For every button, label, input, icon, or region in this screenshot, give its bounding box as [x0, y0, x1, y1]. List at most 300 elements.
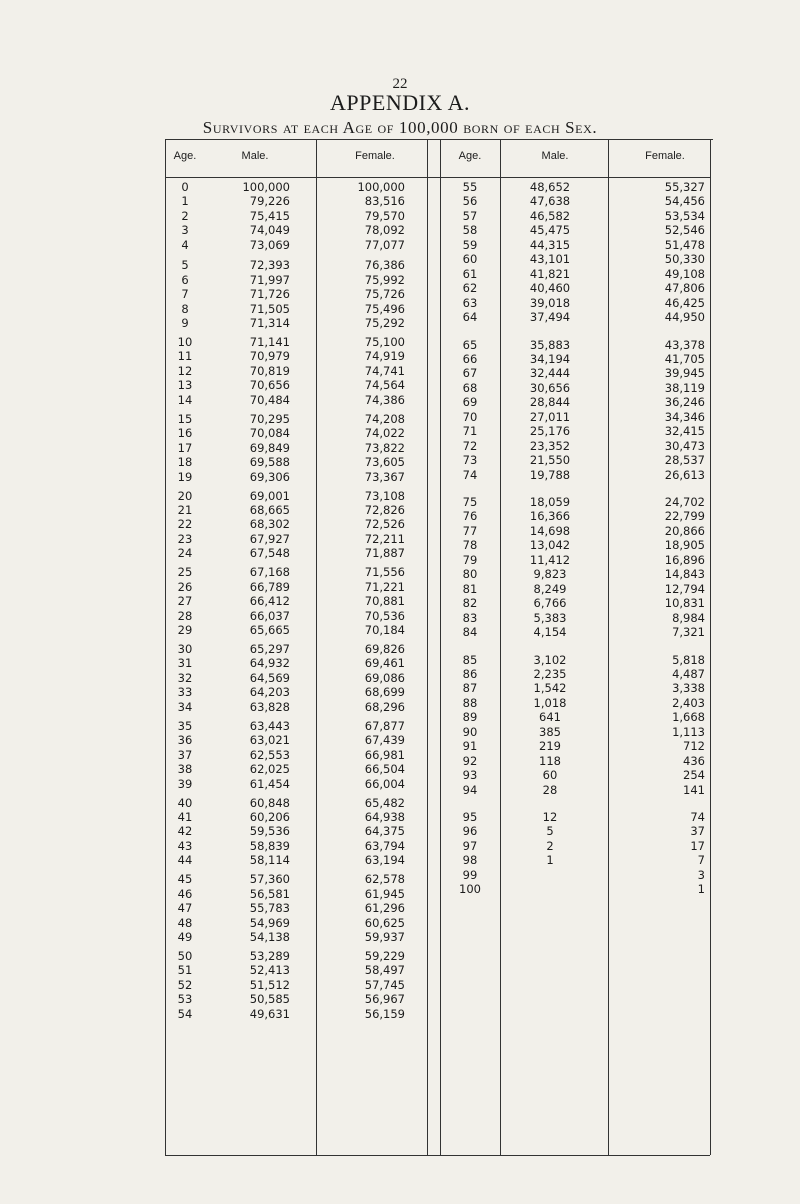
- right-row-age: 62: [462, 281, 478, 296]
- right-row-age: 61: [462, 266, 478, 281]
- right-row-age: 81: [462, 581, 478, 596]
- left-row-male: 64,203: [249, 685, 290, 700]
- right-row-age: 95: [462, 810, 478, 824]
- left-row-male: 64,569: [249, 670, 290, 685]
- left-row-female: 56,159: [364, 1006, 405, 1021]
- left-row-age: 17: [177, 440, 193, 455]
- right-row-male: 28,844: [529, 395, 571, 410]
- right-row-age: 94: [462, 782, 478, 797]
- right-row-age: 77: [462, 523, 478, 538]
- left-row-female: 77,077: [364, 237, 405, 252]
- right-row-age: 64: [462, 310, 478, 325]
- right-row-female: 18,905: [664, 538, 705, 553]
- left-row-female: 68,699: [364, 685, 405, 700]
- right-row-age: 91: [462, 739, 478, 754]
- left-row-age: 16: [177, 426, 193, 441]
- left-row-male: 79,226: [249, 194, 290, 209]
- left-row-female: 58,497: [364, 963, 405, 978]
- left-row-female: 56,967: [364, 992, 405, 1007]
- left-row-female: 69,826: [364, 642, 405, 656]
- right-row-female: 54,456: [664, 194, 705, 209]
- left-row-female: 57,745: [364, 977, 405, 992]
- left-row-male: 69,849: [249, 440, 290, 455]
- left-row-male: 59,536: [249, 824, 290, 839]
- left-row-female: 72,211: [364, 531, 405, 546]
- right-row-female: 254: [683, 768, 705, 783]
- left-row-female: 62,578: [364, 872, 405, 887]
- left-row-female: 61,945: [364, 886, 405, 901]
- right-row-male: 1: [546, 853, 554, 868]
- left-row-male: 71,141: [249, 335, 290, 349]
- left-row-male: 51,512: [249, 977, 290, 992]
- left-row-female: 73,367: [364, 469, 405, 484]
- left-row-age: 20: [177, 488, 193, 503]
- left-row-female: 78,092: [364, 223, 405, 238]
- header-age-2: Age.: [458, 150, 482, 162]
- left-row-female: 66,004: [364, 776, 405, 791]
- right-row-age: 72: [462, 438, 478, 453]
- left-row-age: 18: [177, 455, 193, 470]
- right-row-male: 5: [546, 824, 554, 839]
- right-row-male: 5,383: [533, 610, 567, 625]
- right-row-female: 41,705: [664, 351, 705, 366]
- right-row-male: 41,821: [529, 266, 571, 281]
- right-row-male: 219: [539, 739, 561, 754]
- right-row-female: 141: [683, 782, 705, 797]
- left-row-age: 38: [177, 762, 193, 777]
- left-row-male: 100,000: [242, 180, 290, 194]
- right-row-female: 14,843: [664, 567, 705, 582]
- left-row-male: 70,819: [249, 363, 290, 378]
- right-row-female: 43,378: [664, 337, 705, 352]
- right-row-age: 89: [462, 710, 478, 725]
- left-row-male: 60,206: [249, 809, 290, 824]
- right-row-male: 3,102: [533, 652, 567, 667]
- right-row-female: 39,945: [664, 366, 705, 381]
- left-row-age: 46: [177, 886, 193, 901]
- right-row-female: 52,546: [664, 223, 705, 238]
- right-row-female: 7: [697, 853, 705, 868]
- right-row-male: 28: [542, 782, 558, 797]
- left-row-male: 68,302: [249, 517, 290, 532]
- right-row-female: 3,338: [672, 681, 705, 696]
- left-row-male: 50,585: [249, 992, 290, 1007]
- right-row-male: 40,460: [529, 281, 571, 296]
- right-row-female: 53,534: [664, 208, 705, 223]
- right-row-female: 3: [697, 867, 705, 882]
- column-rule: [440, 139, 441, 1155]
- right-row-female: 50,330: [664, 252, 705, 267]
- right-row-male: 9,823: [533, 567, 567, 582]
- right-row-female: 1,113: [672, 724, 705, 739]
- left-row-age: 7: [181, 287, 189, 302]
- header-age: Age.: [173, 150, 197, 162]
- left-row-age: 21: [177, 502, 193, 517]
- right-row-male: 27,011: [529, 409, 571, 424]
- left-row-age: 1: [181, 194, 189, 209]
- left-row-age: 19: [177, 469, 193, 484]
- header-bottom-rule: [165, 177, 710, 178]
- right-row-age: 59: [462, 237, 478, 252]
- left-row-female: 70,184: [364, 623, 405, 638]
- left-row-age: 31: [177, 656, 193, 671]
- right-row-male: 385: [539, 724, 561, 739]
- right-row-male: 37,494: [529, 310, 571, 325]
- right-row-female: 44,950: [664, 310, 705, 325]
- right-row-female: 20,866: [664, 523, 705, 538]
- left-row-female: 74,919: [364, 349, 405, 364]
- header-male-2: Male.: [541, 150, 569, 162]
- left-row-male: 69,306: [249, 469, 290, 484]
- right-row-age: 99: [462, 867, 478, 882]
- page-number: 22: [392, 76, 408, 92]
- right-row-female: 26,613: [664, 467, 705, 482]
- left-row-female: 63,194: [364, 853, 405, 868]
- left-row-female: 59,229: [364, 949, 405, 963]
- right-row-male: 32,444: [529, 366, 571, 381]
- left-row-female: 76,386: [364, 258, 405, 273]
- left-row-female: 74,741: [364, 363, 405, 378]
- left-row-age: 45: [177, 872, 193, 887]
- left-row-female: 75,100: [364, 335, 405, 349]
- left-row-male: 62,025: [249, 762, 290, 777]
- right-row-age: 76: [462, 509, 478, 524]
- left-row-age: 26: [177, 579, 193, 594]
- right-row-age: 67: [462, 366, 478, 381]
- right-row-male: 2,235: [533, 666, 567, 681]
- left-row-male: 67,548: [249, 546, 290, 561]
- left-row-age: 3: [181, 223, 189, 238]
- right-row-age: 68: [462, 380, 478, 395]
- left-row-male: 74,049: [249, 223, 290, 238]
- left-row-age: 28: [177, 608, 193, 623]
- left-row-age: 40: [177, 795, 193, 810]
- right-row-age: 79: [462, 552, 478, 567]
- right-row-male: 12: [542, 810, 558, 824]
- right-row-age: 78: [462, 538, 478, 553]
- right-row-age: 70: [462, 409, 478, 424]
- left-row-age: 47: [177, 901, 193, 916]
- right-row-male: 48,652: [529, 180, 571, 194]
- right-row-male: 1,018: [533, 695, 567, 710]
- right-row-male: 1,542: [533, 681, 567, 696]
- right-row-male: 6,766: [533, 596, 567, 611]
- appendix-title: APPENDIX A.: [330, 90, 470, 115]
- right-row-age: 74: [462, 467, 478, 482]
- right-row-age: 83: [462, 610, 478, 625]
- right-row-female: 16,896: [664, 552, 705, 567]
- left-row-male: 70,979: [249, 349, 290, 364]
- left-row-male: 68,665: [249, 502, 290, 517]
- left-row-age: 52: [177, 977, 193, 992]
- left-row-female: 71,221: [364, 579, 405, 594]
- left-row-female: 63,794: [364, 838, 405, 853]
- left-row-male: 54,138: [249, 930, 290, 945]
- left-row-female: 64,938: [364, 809, 405, 824]
- right-row-female: 37: [690, 824, 705, 839]
- right-row-male: 18,059: [529, 495, 571, 509]
- right-row-female: 55,327: [664, 180, 705, 194]
- right-row-age: 66: [462, 351, 478, 366]
- right-row-age: 56: [462, 194, 478, 209]
- left-row-male: 69,588: [249, 455, 290, 470]
- right-row-male: 118: [539, 753, 561, 768]
- left-row-male: 55,783: [249, 901, 290, 916]
- left-row-age: 25: [177, 565, 193, 580]
- left-row-age: 11: [177, 349, 193, 364]
- left-row-age: 54: [177, 1006, 193, 1021]
- left-row-age: 13: [177, 378, 193, 393]
- left-row-age: 51: [177, 963, 193, 978]
- left-row-female: 70,881: [364, 594, 405, 609]
- left-row-male: 61,454: [249, 776, 290, 791]
- right-row-male: 19,788: [529, 467, 571, 482]
- left-row-male: 70,295: [249, 411, 290, 426]
- left-row-female: 69,461: [364, 656, 405, 671]
- right-row-male: 47,638: [529, 194, 571, 209]
- right-row-age: 85: [462, 652, 478, 667]
- right-row-female: 34,346: [664, 409, 705, 424]
- left-row-age: 5: [181, 258, 189, 273]
- left-row-age: 12: [177, 363, 193, 378]
- left-row-female: 59,937: [364, 930, 405, 945]
- left-row-female: 73,605: [364, 455, 405, 470]
- left-row-female: 100,000: [357, 180, 405, 194]
- left-row-female: 67,439: [364, 733, 405, 748]
- right-row-male: 14,698: [529, 523, 571, 538]
- right-row-male: 641: [539, 710, 561, 725]
- left-row-male: 65,665: [249, 623, 290, 638]
- left-row-female: 69,086: [364, 670, 405, 685]
- right-row-male: 8,249: [533, 581, 567, 596]
- left-row-male: 70,656: [249, 378, 290, 393]
- right-row-female: 49,108: [664, 266, 705, 281]
- column-rule: [500, 139, 501, 1155]
- left-row-male: 71,726: [249, 287, 290, 302]
- left-row-age: 10: [177, 335, 193, 349]
- right-row-female: 32,415: [664, 424, 705, 439]
- left-row-female: 64,375: [364, 824, 405, 839]
- right-row-female: 436: [683, 753, 705, 768]
- right-row-age: 58: [462, 223, 478, 238]
- left-row-age: 30: [177, 642, 193, 656]
- left-row-male: 63,021: [249, 733, 290, 748]
- left-row-age: 42: [177, 824, 193, 839]
- left-row-age: 33: [177, 685, 193, 700]
- left-row-age: 43: [177, 838, 193, 853]
- right-row-age: 57: [462, 208, 478, 223]
- left-row-age: 24: [177, 546, 193, 561]
- left-row-age: 32: [177, 670, 193, 685]
- left-row-female: 70,536: [364, 608, 405, 623]
- right-row-female: 17: [690, 838, 705, 853]
- right-row-female: 1: [697, 882, 705, 897]
- left-row-female: 60,625: [364, 915, 405, 930]
- right-row-female: 1,668: [672, 710, 705, 725]
- right-row-female: 38,119: [664, 380, 705, 395]
- right-row-female: 4,487: [672, 666, 705, 681]
- left-row-male: 64,932: [249, 656, 290, 671]
- right-row-female: 51,478: [664, 237, 705, 252]
- left-row-male: 53,289: [249, 949, 290, 963]
- right-row-age: 92: [462, 753, 478, 768]
- right-row-age: 96: [462, 824, 478, 839]
- right-row-male: 30,656: [529, 380, 571, 395]
- left-row-female: 74,208: [364, 411, 405, 426]
- left-row-female: 66,504: [364, 762, 405, 777]
- left-row-male: 72,393: [249, 258, 290, 273]
- left-row-age: 37: [177, 747, 193, 762]
- left-row-male: 56,581: [249, 886, 290, 901]
- right-row-female: 24,702: [664, 495, 705, 509]
- right-row-male: 43,101: [529, 252, 571, 267]
- left-row-female: 83,516: [364, 194, 405, 209]
- left-row-male: 54,969: [249, 915, 290, 930]
- left-row-male: 66,789: [249, 579, 290, 594]
- header-top-rule: [165, 139, 713, 140]
- left-row-age: 36: [177, 733, 193, 748]
- right-row-male: 39,018: [529, 295, 571, 310]
- right-row-age: 97: [462, 838, 478, 853]
- right-row-female: 36,246: [664, 395, 705, 410]
- left-row-female: 75,992: [364, 272, 405, 287]
- right-row-age: 98: [462, 853, 478, 868]
- left-row-male: 67,168: [249, 565, 290, 580]
- left-row-male: 62,553: [249, 747, 290, 762]
- left-row-male: 63,828: [249, 699, 290, 714]
- left-row-age: 44: [177, 853, 193, 868]
- left-row-male: 67,927: [249, 531, 290, 546]
- left-row-age: 22: [177, 517, 193, 532]
- table-title: Survivors at each Age of 100,000 born of each Sex.: [202, 118, 598, 137]
- header-female-2: Female.: [645, 150, 685, 162]
- left-row-male: 73,069: [249, 237, 290, 252]
- column-rule: [316, 139, 317, 1155]
- right-row-female: 5,818: [672, 652, 705, 667]
- left-row-female: 75,496: [364, 301, 405, 316]
- left-row-male: 70,484: [249, 392, 290, 407]
- left-row-female: 67,877: [364, 718, 405, 733]
- left-row-female: 71,887: [364, 546, 405, 561]
- right-row-female: 28,537: [664, 453, 705, 468]
- left-row-male: 58,114: [249, 853, 290, 868]
- left-row-age: 50: [177, 949, 193, 963]
- left-row-male: 60,848: [249, 795, 290, 810]
- left-row-female: 74,022: [364, 426, 405, 441]
- right-row-age: 82: [462, 596, 478, 611]
- right-row-male: 60: [542, 768, 558, 783]
- left-row-female: 61,296: [364, 901, 405, 916]
- left-row-male: 70,084: [249, 426, 290, 441]
- left-row-age: 14: [177, 392, 193, 407]
- left-row-female: 74,386: [364, 392, 405, 407]
- left-row-female: 66,981: [364, 747, 405, 762]
- left-row-female: 74,564: [364, 378, 405, 393]
- right-row-male: 23,352: [529, 438, 571, 453]
- left-row-male: 65,297: [249, 642, 290, 656]
- right-row-female: 7,321: [672, 625, 705, 640]
- right-row-female: 30,473: [664, 438, 705, 453]
- left-row-age: 9: [181, 316, 189, 331]
- right-row-age: 75: [462, 495, 478, 509]
- right-row-age: 86: [462, 666, 478, 681]
- right-row-female: 22,799: [664, 509, 705, 524]
- left-row-male: 71,314: [249, 316, 290, 331]
- left-row-female: 71,556: [364, 565, 405, 580]
- right-row-female: 47,806: [664, 281, 705, 296]
- left-row-female: 73,108: [364, 488, 405, 503]
- right-row-age: 90: [462, 724, 478, 739]
- right-row-male: 16,366: [529, 509, 571, 524]
- left-row-female: 72,826: [364, 502, 405, 517]
- left-row-male: 71,997: [249, 272, 290, 287]
- left-row-female: 72,526: [364, 517, 405, 532]
- right-row-male: 35,883: [529, 337, 571, 352]
- left-row-male: 71,505: [249, 301, 290, 316]
- right-row-female: 46,425: [664, 295, 705, 310]
- left-row-male: 66,037: [249, 608, 290, 623]
- left-row-age: 39: [177, 776, 193, 791]
- left-row-age: 35: [177, 718, 193, 733]
- left-row-male: 58,839: [249, 838, 290, 853]
- left-row-age: 4: [181, 237, 189, 252]
- left-row-age: 29: [177, 623, 193, 638]
- right-row-age: 73: [462, 453, 478, 468]
- right-row-male: 13,042: [529, 538, 571, 553]
- header-male: Male.: [241, 150, 269, 162]
- left-row-age: 41: [177, 809, 193, 824]
- left-row-age: 8: [181, 301, 189, 316]
- left-row-age: 23: [177, 531, 193, 546]
- right-row-male: 11,412: [529, 552, 571, 567]
- right-row-female: 2,403: [672, 695, 705, 710]
- right-row-age: 71: [462, 424, 478, 439]
- left-row-male: 75,415: [249, 208, 290, 223]
- right-row-age: 60: [462, 252, 478, 267]
- column-rule: [710, 139, 711, 1155]
- header-female: Female.: [355, 150, 395, 162]
- left-row-female: 75,726: [364, 287, 405, 302]
- left-row-male: 66,412: [249, 594, 290, 609]
- right-row-male: 45,475: [529, 223, 571, 238]
- right-row-age: 63: [462, 295, 478, 310]
- right-row-male: 25,176: [529, 424, 571, 439]
- right-row-female: 712: [683, 739, 705, 754]
- left-row-age: 15: [177, 411, 193, 426]
- left-row-age: 53: [177, 992, 193, 1007]
- right-row-male: 2: [546, 838, 554, 853]
- right-row-female: 8,984: [672, 610, 705, 625]
- left-row-age: 0: [181, 180, 189, 194]
- left-row-female: 79,570: [364, 208, 405, 223]
- left-row-age: 48: [177, 915, 193, 930]
- left-row-male: 63,443: [249, 718, 290, 733]
- right-row-age: 87: [462, 681, 478, 696]
- left-row-male: 49,631: [249, 1006, 290, 1021]
- right-row-age: 80: [462, 567, 478, 582]
- left-row-male: 52,413: [249, 963, 290, 978]
- right-row-age: 65: [462, 337, 478, 352]
- right-row-age: 93: [462, 768, 478, 783]
- right-row-age: 69: [462, 395, 478, 410]
- left-row-male: 69,001: [249, 488, 290, 503]
- right-row-female: 10,831: [664, 596, 705, 611]
- right-row-female: 74: [690, 810, 705, 824]
- left-row-age: 6: [181, 272, 189, 287]
- right-row-female: 12,794: [664, 581, 705, 596]
- left-row-age: 27: [177, 594, 193, 609]
- left-row-female: 68,296: [364, 699, 405, 714]
